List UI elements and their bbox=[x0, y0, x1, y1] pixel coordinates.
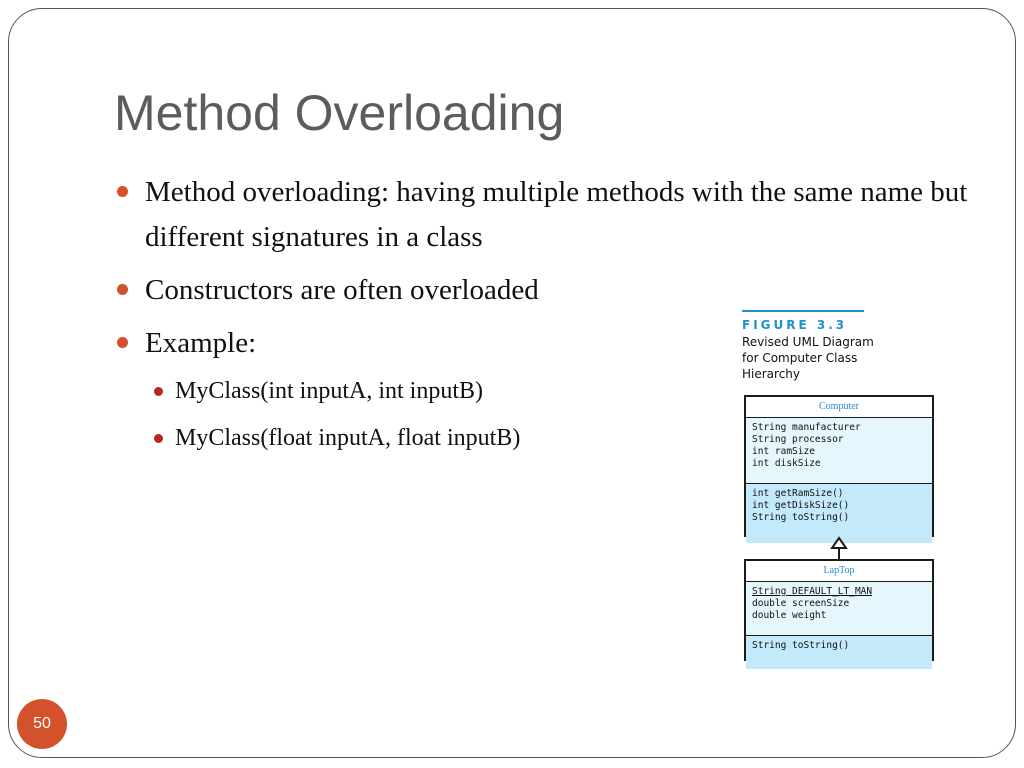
uml-field: double screenSize bbox=[752, 598, 850, 609]
bullet-text: Example: bbox=[145, 327, 257, 359]
uml-method: String toString() bbox=[752, 640, 850, 651]
uml-methods bbox=[746, 635, 932, 669]
sub-bullet-dot-icon bbox=[154, 434, 163, 443]
bullet-dot-icon bbox=[117, 337, 128, 348]
uml-field: double weight bbox=[752, 610, 827, 621]
uml-field: String processor bbox=[752, 434, 844, 445]
figure-rule bbox=[742, 310, 864, 312]
figure-caption bbox=[742, 334, 934, 382]
uml-class-name: Computer bbox=[746, 397, 932, 418]
page-number-badge: 50 bbox=[17, 699, 67, 749]
bullet-item bbox=[114, 170, 974, 260]
slide-title: Method Overloading bbox=[114, 85, 565, 141]
uml-method: String toString() bbox=[752, 512, 850, 523]
uml-figure-caption-block bbox=[742, 310, 934, 382]
uml-method: int getDiskSize() bbox=[752, 500, 850, 511]
uml-field: int diskSize bbox=[752, 458, 821, 469]
inheritance-arrow-icon bbox=[829, 536, 849, 560]
uml-methods bbox=[746, 483, 932, 543]
uml-field: String DEFAULT_LT_MAN bbox=[752, 586, 873, 597]
uml-class-laptop bbox=[744, 559, 934, 661]
bullet-item bbox=[114, 268, 974, 313]
bullet-text: Constructors are often overloaded bbox=[145, 274, 539, 306]
bullet-dot-icon bbox=[117, 186, 128, 197]
figure-caption-line: Hierarchy bbox=[742, 366, 801, 381]
uml-class-name: LapTop bbox=[746, 561, 932, 582]
figure-caption-line: Revised UML Diagram bbox=[742, 334, 874, 349]
uml-fields bbox=[746, 418, 932, 483]
uml-class-computer bbox=[744, 395, 934, 537]
uml-field: int ramSize bbox=[752, 446, 815, 457]
figure-label: FIGURE 3.3 bbox=[742, 317, 848, 332]
uml-field: String manufacturer bbox=[752, 422, 861, 433]
uml-fields bbox=[746, 582, 932, 635]
bullet-dot-icon bbox=[117, 284, 128, 295]
bullet-text: Method overloading: having multiple methods with the same name but different signatures in a class bbox=[145, 176, 968, 253]
sub-bullet-text: MyClass(int inputA, int inputB) bbox=[175, 378, 484, 404]
uml-method: int getRamSize() bbox=[752, 488, 844, 499]
sub-bullet-text: MyClass(float inputA, float inputB) bbox=[175, 425, 521, 451]
sub-bullet-dot-icon bbox=[154, 387, 163, 396]
figure-caption-line: for Computer Class bbox=[742, 350, 858, 365]
